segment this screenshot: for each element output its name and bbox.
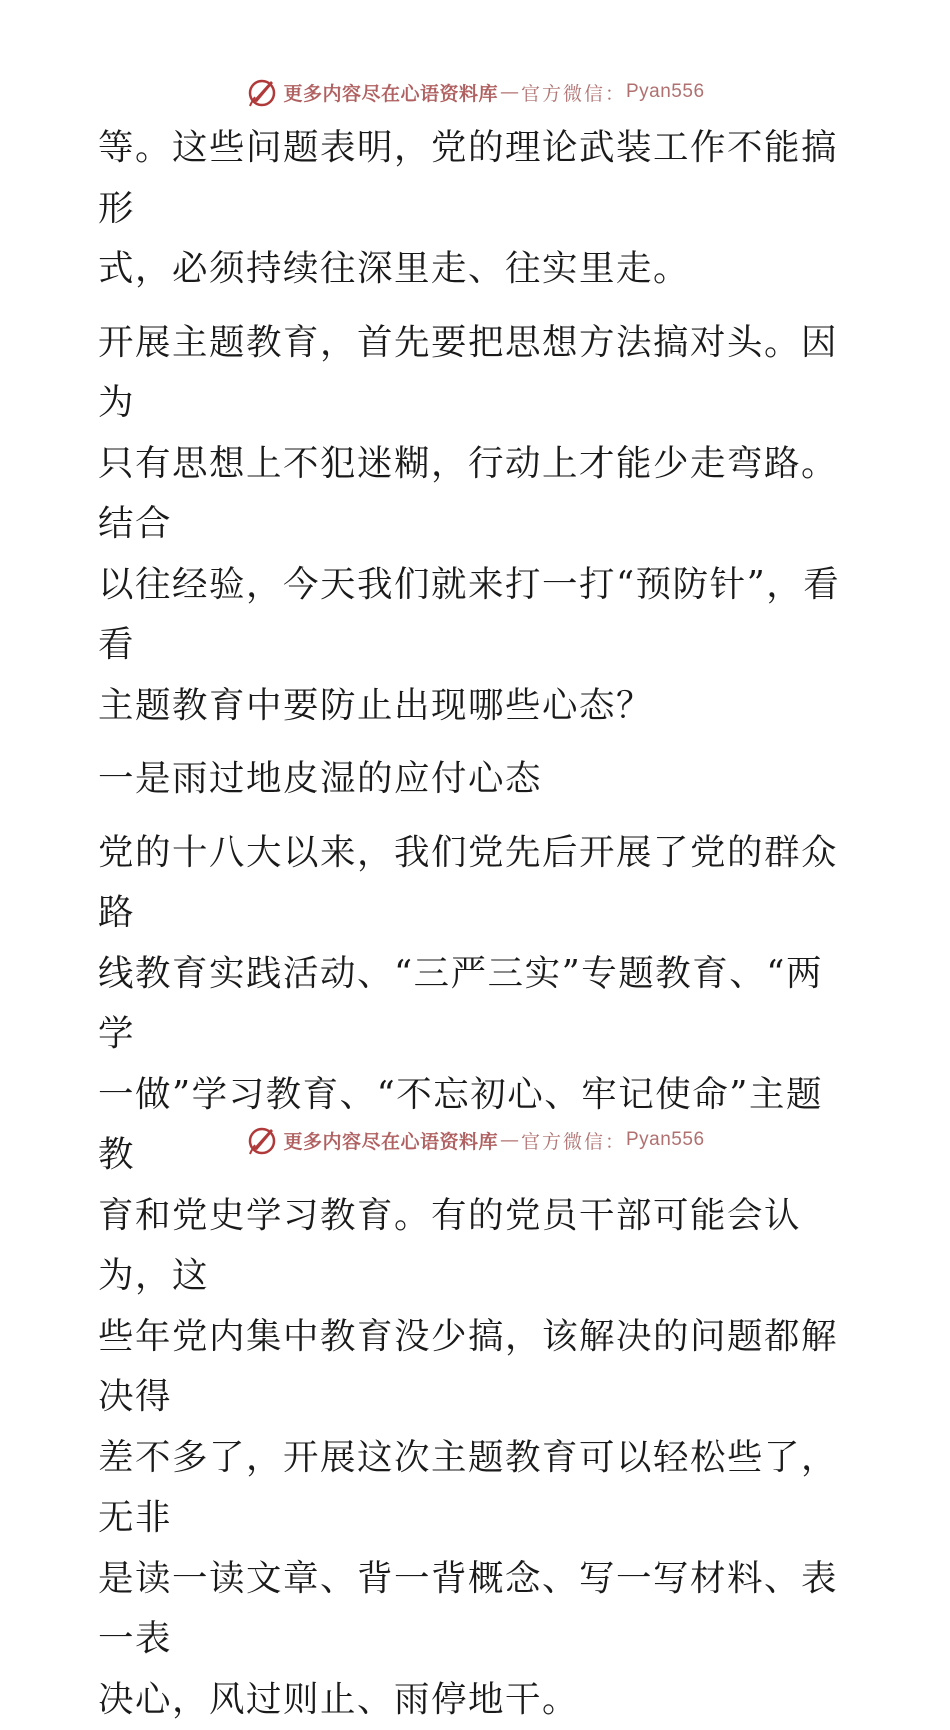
wechat-label: 官方微信： — [521, 1127, 626, 1154]
quill-pen-logo-icon — [245, 1123, 279, 1157]
wechat-label: 官方微信： — [521, 79, 626, 106]
text-line: 线教育实践活动、“三严三实”专题教育、“两学 — [98, 944, 858, 1065]
banner-dash: — — [500, 1129, 519, 1151]
text-line: 差不多了，开展这次主题教育可以轻松些了，无非 — [98, 1428, 858, 1549]
text-line: 主题教育中要防止出现哪些心态？ — [98, 676, 858, 737]
text-line: 开展主题教育，首先要把思想方法搞对头。因为 — [98, 313, 858, 434]
section-heading: 一是雨过地皮湿的应付心态 — [98, 749, 858, 810]
text-line: 育和党史学习教育。有的党员干部可能会认为，这 — [98, 1186, 858, 1307]
text-line: 是读一读文章、背一背概念、写一写材料、表一表 — [98, 1549, 858, 1670]
text-line: 些年党内集中教育没少搞，该解决的问题都解决得 — [98, 1307, 858, 1428]
text-line: 以往经验，今天我们就来打一打“预防针”，看看 — [98, 555, 858, 676]
quill-pen-logo-icon — [245, 75, 279, 109]
text-line: 式，必须持续往深里走、往实里走。 — [98, 239, 858, 300]
document-body — [98, 118, 858, 1730]
text-line: 只有思想上不犯迷糊，行动上才能少走弯路。结合 — [98, 434, 858, 555]
text-line: 党的十八大以来，我们党先后开展了党的群众路 — [98, 823, 858, 944]
wechat-id: Pyan556 — [626, 81, 705, 103]
text-line: 一做”学习教育、“不忘初心、牢记使命”主题教 — [98, 1065, 858, 1186]
header-watermark — [0, 72, 950, 112]
brand-text: 更多内容尽在心语资料库 — [283, 79, 498, 106]
banner-dash: — — [500, 81, 519, 103]
text-line: 等。这些问题表明，党的理论武装工作不能搞形 — [98, 118, 858, 239]
text-line: 决心，风过则止、雨停地干。 — [98, 1670, 858, 1730]
brand-text: 更多内容尽在心语资料库 — [283, 1127, 498, 1154]
footer-watermark — [0, 1120, 950, 1160]
wechat-id: Pyan556 — [626, 1129, 705, 1151]
